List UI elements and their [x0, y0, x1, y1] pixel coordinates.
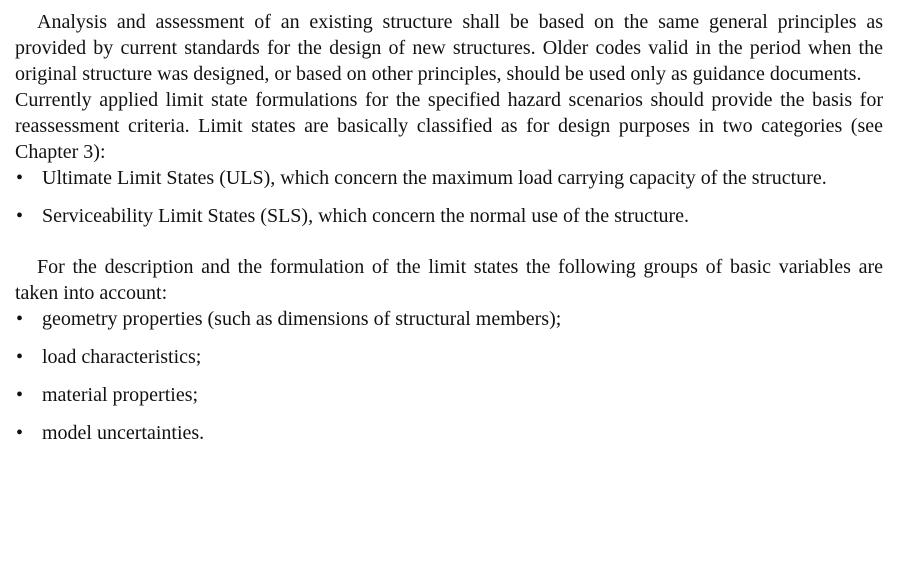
- list-item-text: Ultimate Limit States (ULS), which concern the maximum load carrying capacity of the structure.: [42, 167, 827, 189]
- paragraph-general-principles: Analysis and assessment of an existing structure shall be based on the same general principles as provided by current standards for the design of new structures. Older codes valid in the period when the original structure was designed, or based on other principles, should be used only as guidance documents.: [15, 11, 883, 85]
- bullet-icon: •: [16, 167, 24, 189]
- list-item: [15, 203, 883, 229]
- list-item: [15, 165, 883, 191]
- list-item: [15, 382, 883, 408]
- bullet-icon: •: [16, 384, 24, 406]
- list-item-text: geometry properties (such as dimensions of structural members);: [42, 308, 562, 330]
- list-item-text: material properties;: [42, 384, 199, 406]
- bullet-icon: •: [16, 346, 24, 368]
- paragraph-limit-state-formulations: Currently applied limit state formulations for the specified hazard scenarios should provide the basis for reassessment criteria. Limit states are basically classified as for design purposes in two categories (see Chapter 3):: [15, 89, 883, 163]
- document-page: [15, 9, 883, 446]
- basic-variable-groups-list: [15, 306, 883, 446]
- paragraph-basic-variables: For the description and the formulation of the limit states the following groups of basic variables are taken into account:: [15, 256, 883, 304]
- bullet-icon: •: [16, 308, 24, 330]
- list-item-text: load characteristics;: [42, 346, 202, 368]
- list-item-text: Serviceability Limit States (SLS), which concern the normal use of the structure.: [42, 205, 690, 227]
- list-item: [15, 344, 883, 370]
- limit-state-categories-list: [15, 165, 883, 229]
- list-item: [15, 306, 883, 332]
- list-item-text: model uncertainties.: [42, 422, 205, 444]
- bullet-icon: •: [16, 205, 24, 227]
- bullet-icon: •: [16, 422, 24, 444]
- list-item: [15, 420, 883, 446]
